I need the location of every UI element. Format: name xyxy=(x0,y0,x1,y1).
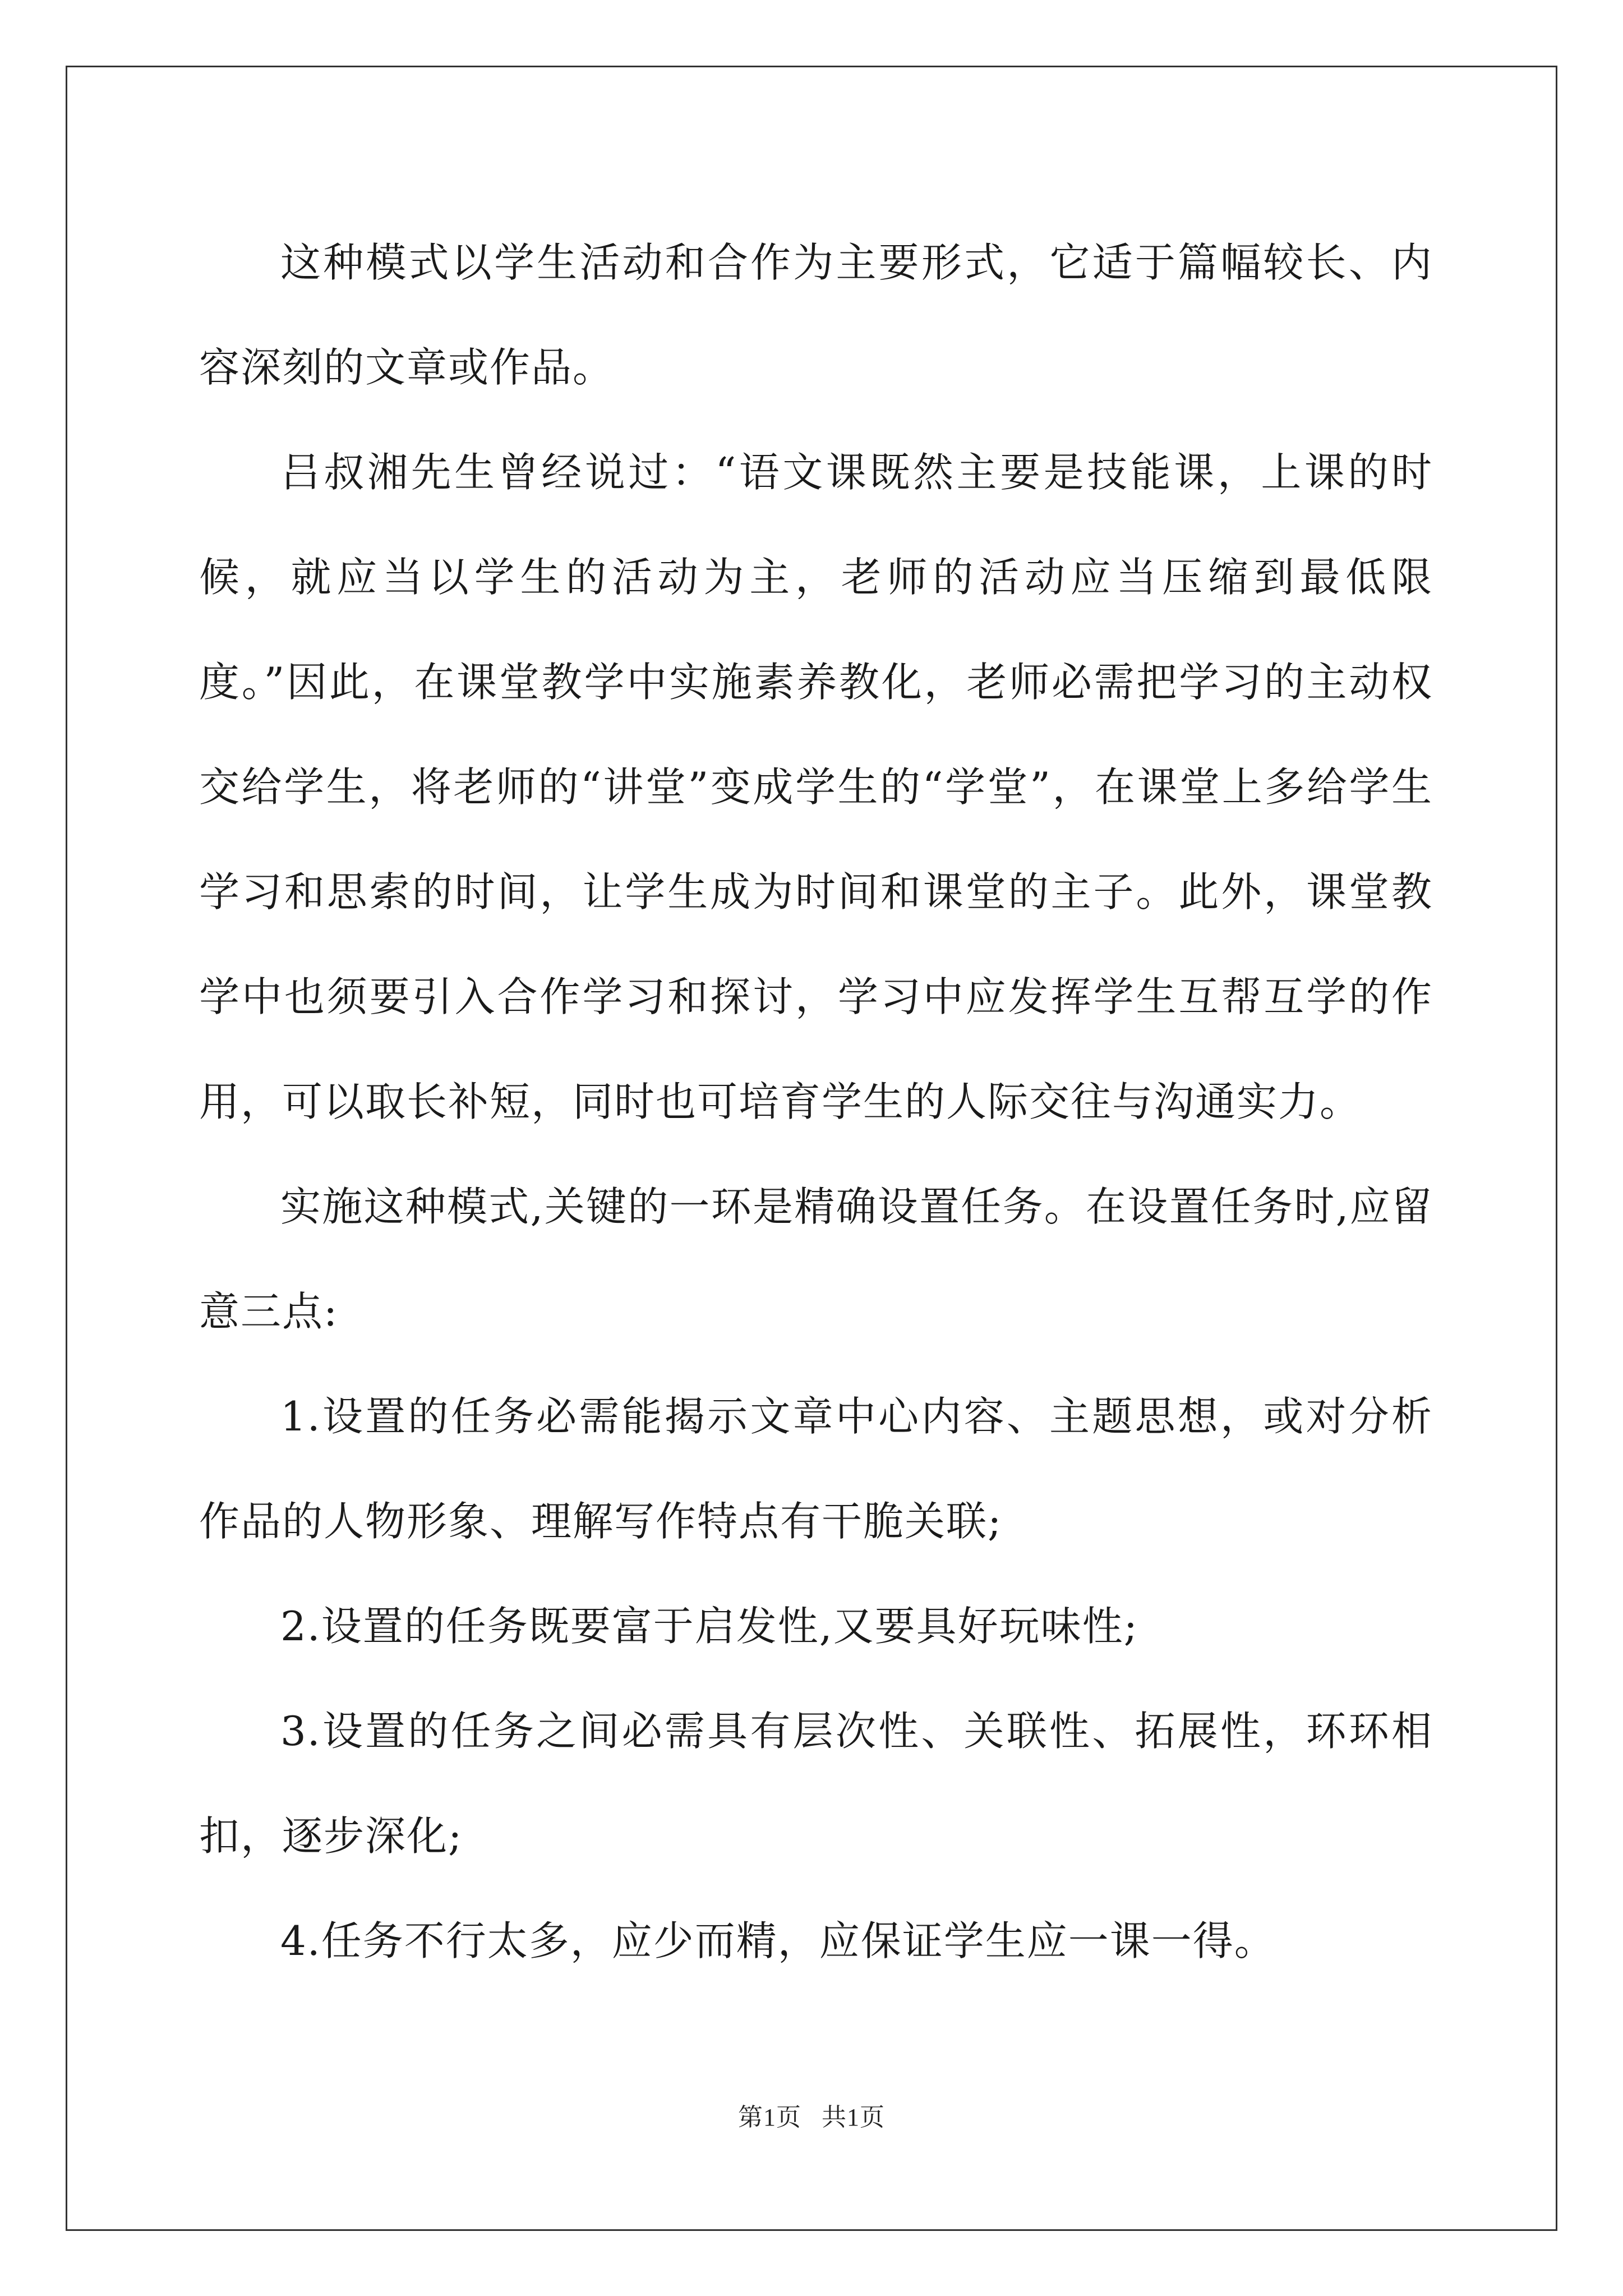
paragraph: 这种模式以学生活动和合作为主要形式，它适于篇幅较长、内容深刻的文章或作品。 xyxy=(199,239,1433,391)
list-item: 4.任务不行太多，应少而精，应保证学生应一课一得。 xyxy=(280,1917,1276,1964)
paragraph: 实施这种模式,关键的一环是精确设置任务。在设置任务时,应留意三点: xyxy=(199,1183,1433,1335)
list-item: 3.设置的任务之间必需具有层次性、关联性、拓展性，环环相扣，逐步深化; xyxy=(199,1708,1433,1860)
list-item: 1.设置的任务必需能揭示文章中心内容、主题思想，或对分析作品的人物形象、理解写作特点有干脆关联; xyxy=(199,1393,1433,1545)
document-body xyxy=(199,210,1433,1994)
list-item: 2.设置的任务既要富于启发性,又要具好玩味性; xyxy=(280,1603,1138,1650)
page-footer xyxy=(0,2097,1623,2133)
paragraph: 吕叔湘先生曾经说过：“语文课既然主要是技能课，上课的时候，就应当以学生的活动为主，老师的活动应当压缩到最低限度。”因此，在课堂教学中实施素养教化，老师必需把学习的主动权交给学生，将老师的“讲堂”变成学生的“学堂”，在课堂上多给学生学习和思索的时间，让学生成为时间和课堂的主子。此外，课堂教学中也须要引入合作学习和探讨，学习中应发挥学生互帮互学的作用，可以取长补短，同时也可培育学生的人际交往与沟通实力。 xyxy=(199,449,1433,1125)
page-number: 第1页 共1页 xyxy=(738,2104,885,2131)
